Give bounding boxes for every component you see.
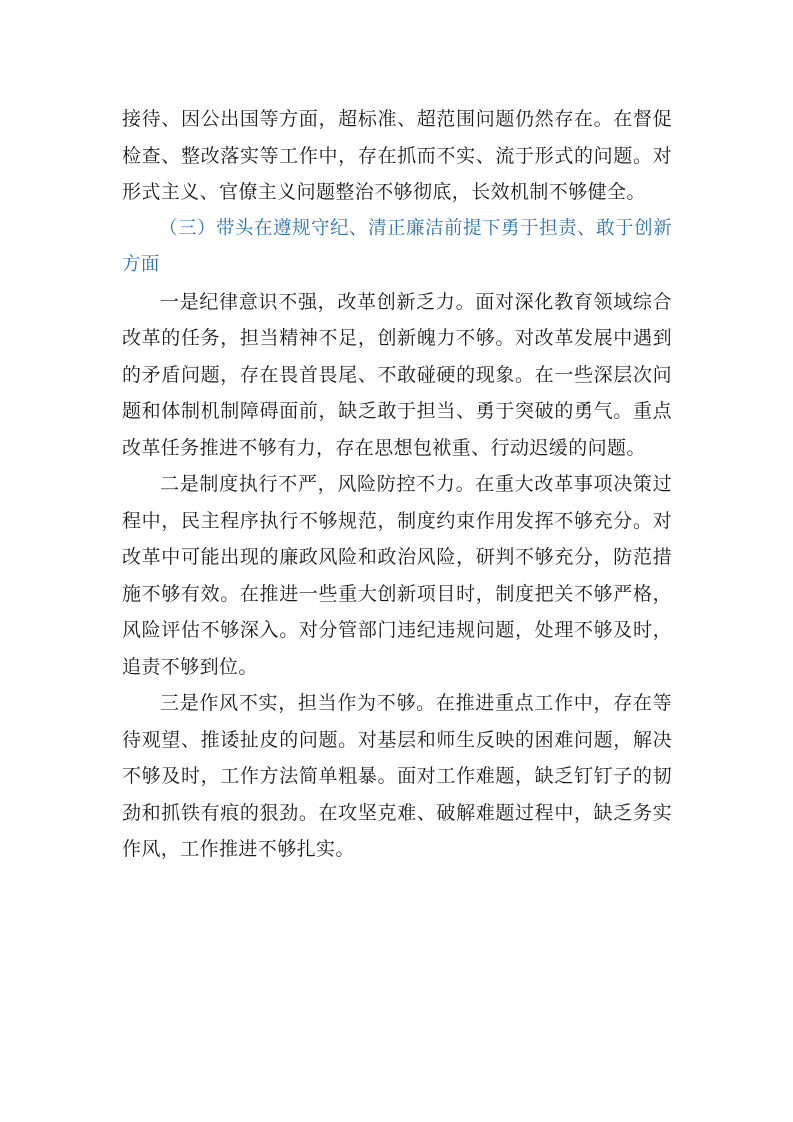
paragraph-continued bbox=[122, 101, 672, 211]
paragraph-item-2 bbox=[122, 466, 672, 685]
paragraph-lead: 三是 bbox=[160, 692, 200, 714]
section-heading-text: （三）带头在遵规守纪、清正廉洁前提下勇于担责、敢于创新方面 bbox=[122, 217, 672, 275]
paragraph-lead: 一是 bbox=[160, 290, 200, 313]
paragraph-item-1 bbox=[122, 284, 672, 467]
paragraph-item-3 bbox=[122, 685, 672, 868]
section-heading bbox=[122, 211, 672, 284]
paragraph-text: 作风不实，担当作为不够。在推进重点工作中，存在等待观望、推诿扯皮的问题。对基层和师生反映的困难问题，解决不够及时，工作方法简单粗暴。面对工作难题，缺乏钉钉子的韧劲和抓铁有痕的狠劲。在攻坚克难、破解难题过程中，缺乏务实作风，工作推进不够扎实。 bbox=[122, 692, 672, 860]
paragraph-text: 制度执行不严，风险防控不力。在重大改革事项决策过程中，民主程序执行不够规范，制度约束作用发挥不够充分。对改革中可能出现的廉政风险和政治风险，研判不够充分，防范措施不够有效。在推进一些重大创新项目时，制度把关不够严格，风险评估不够深入。对分管部门违纪违规问题，处理不够及时，追责不够到位。 bbox=[122, 473, 672, 678]
paragraph-text: 纪律意识不强，改革创新乏力。面对深化教育领域综合改革的任务，担当精神不足，创新魄力不够。对改革发展中遇到的矛盾问题，存在畏首畏尾、不敢碰硬的现象。在一些深层次问题和体制机制障碍面前，缺乏敢于担当、勇于突破的勇气。重点改革任务推进不够有力，存在思想包袱重、行动迟缓的问题。 bbox=[122, 290, 672, 459]
document-body bbox=[122, 101, 672, 868]
paragraph-lead: 二是 bbox=[160, 473, 200, 495]
paragraph-text: 接待、因公出国等方面，超标准、超范围问题仍然存在。在督促检查、整改落实等工作中，存在抓而不实、流于形式的问题。对形式主义、官僚主义问题整治不够彻底，长效机制不够健全。 bbox=[122, 108, 672, 203]
